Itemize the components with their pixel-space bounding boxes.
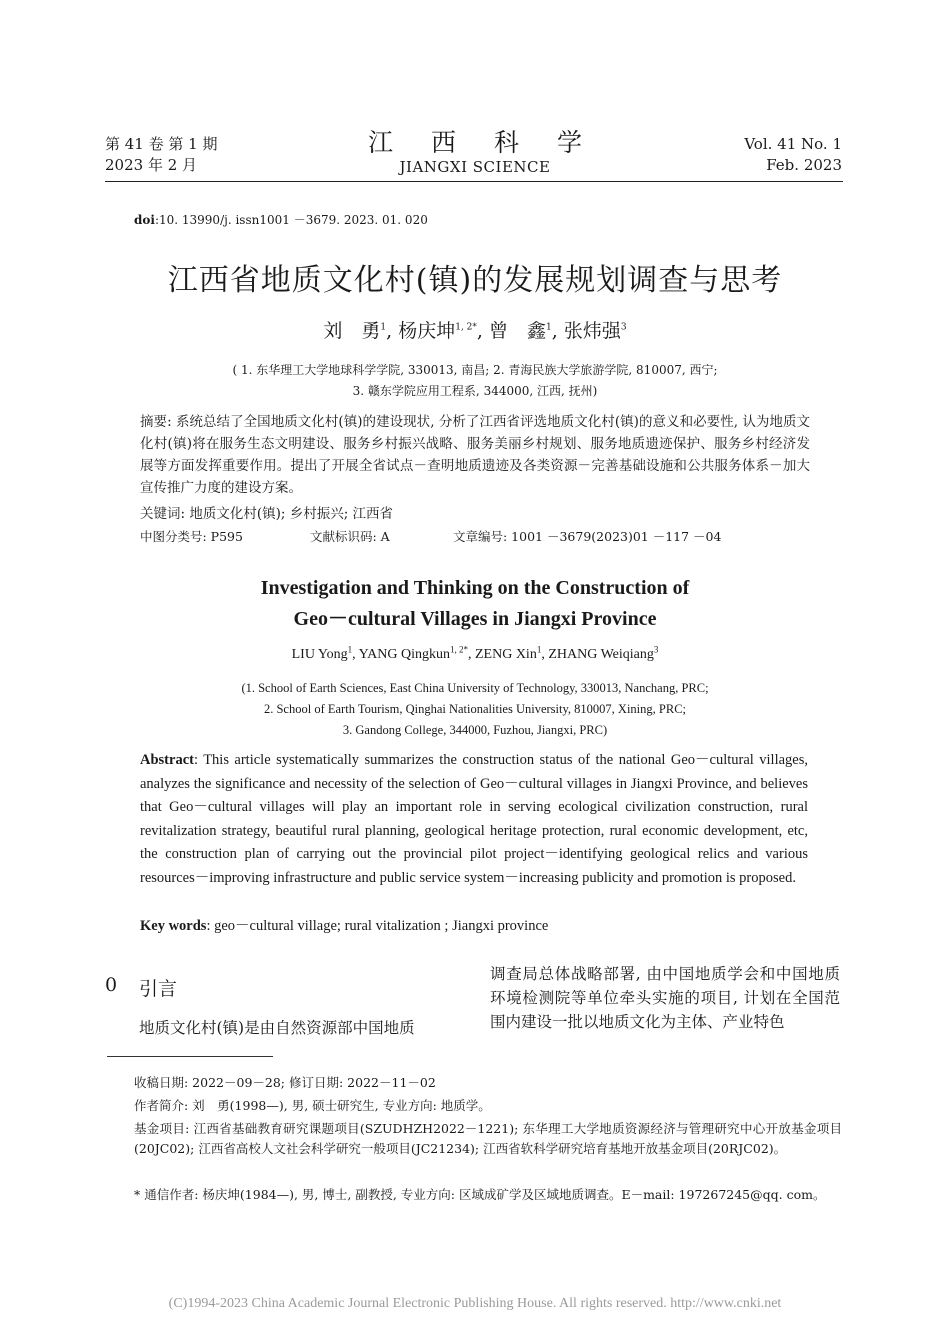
doi-value: :10. 13990/j. issn1001 －3679. 2023. 01. 020 [154,213,428,227]
section-title: 引言 [139,978,178,1000]
author-name: ZHANG Weiqiang [548,647,654,662]
author-list-cn: 刘 勇$^1$, 杨庆坤$^{1, 2*}$, 曾 鑫$^1$, 张炜强$^3$ [323,320,627,342]
footnote-corresponding-author: * 通信作者: 杨庆坤(1984—), 男, 博士, 副教授, 专业方向: 区域成矿学及区域地质调查。E－mail: 197267245@qq. com。 [134,1187,826,1202]
affiliation-line: 3. Gandong College, 344000, Fuzhou, Jiangxi, PRC) [342,723,608,737]
footnote-funding: 基金项目: 江西省基础教育研究课题项目(SZUDHZH2022－1221); 东华理工大学地质资源经济与管理研究中心开放基金项目(20JC02); 江西省高校人文社会科学研究一般项目(JC21234); 江西省软科学研究培育基地开放基金项目(20RJC02)。 [134,1121,842,1156]
volume-issue-cn: 第 41 卷 第 1 期 [105,135,218,153]
author-affiliation-mark: 1 [546,322,552,333]
journal-name-cn: 江西科学 [367,128,620,157]
paper-title-cn: 江西省地质文化村(镇)的发展规划调查与思考 [167,263,783,298]
date-cn: 2023 年 2 月 [105,156,198,174]
footnote-divider [107,1056,273,1057]
date-en: Feb. 2023 [766,156,842,174]
author-name: 曾 鑫 [489,320,547,342]
affiliations-en [0,678,950,741]
author-name: 刘 勇 [323,320,381,342]
abstract-label: Abstract [140,752,194,768]
paper-title-en [0,573,950,635]
title-line: Geo－cultural Villages in Jiangxi Province [293,608,657,630]
author-affiliation-mark: 3 [653,644,659,655]
body-text-right-column: 调查局总体战略部署, 由中国地质学会和中国地质环境检测院等单位牵头实施的项目, 计划在全国范围内建设一批以地质文化为主体、产业特色 [490,965,840,1031]
author-name: LIU Yong [291,647,348,662]
affiliations-cn [0,360,950,402]
doi-line [134,211,428,228]
author-affiliation-mark: 1 [347,644,353,655]
author-name: YANG Qingkun [358,647,450,662]
keywords-en [140,914,810,935]
keywords-cn: 关键词: 地质文化村(镇); 乡村振兴; 江西省 [140,506,394,522]
clc-number: 中图分类号: P595 [140,529,243,544]
volume-issue-en: Vol. 41 No. 1 [744,135,842,153]
author-affiliation-mark: 1, 2* [450,644,468,655]
document-code: 文献标识码: A [310,529,390,544]
author-affiliation-mark: 1 [380,322,387,333]
affiliation-line: 2. School of Earth Tourism, Qinghai Nationalities University, 810007, Xining, PRC; [263,702,686,716]
article-number: 文章编号: 1001 －3679(2023)01 －117 －04 [453,529,722,544]
author-name: ZENG Xin [475,647,537,662]
abstract-cn: 摘要: 系统总结了全国地质文化村(镇)的建设现状, 分析了江西省评选地质文化村(镇)的意义和必要性, 认为地质文化村(镇)将在服务生态文明建设、服务乡村振兴战略、服务美丽乡村规划、服务地质遗迹保护、服务乡村经济发展等方面发挥重要作用。提出了开展全省试点－查明地质遗迹及各类资源－完善基础设施和公共服务体系－加大宣传推广力度的建设方案。 [140,414,810,496]
abstract-text: : This article systematically summarizes the construction status of the national Geo－cultural villages, analyzes the significance and necessity of the selection of Geo－cultural villages in Jiangxi Province, and believes that Geo－cultural villages will play an important role in serving ecological civilization construction, rural revitalization strategy, beautiful rural planning, geological heritage protection, rural economic development, etc, the construction plan of carrying out the provincial pilot project－identifying geological relics and various resources－improving infrastructure and public service system－increasing publicity and promotion is proposed. [140,752,808,886]
author-name: 杨庆坤 [398,320,456,342]
copyright-notice: (C)1994-2023 China Academic Journal Electronic Publishing House. All rights reserved. http://www.cnki.net [168,1296,782,1311]
title-line: Investigation and Thinking on the Construction of [260,577,690,599]
affiliation-line: 3. 赣东学院应用工程系, 344000, 江西, 抚州) [352,384,598,398]
author-list-en: LIU Yong$^1$, YANG Qingkun$^{1, 2*}$, ZENG Xin$^1$, ZHANG Weiqiang$^3$ [291,644,659,662]
section-number: 0 [105,974,118,996]
keywords-label: Key words [140,918,207,934]
footnote-author-bio: 作者简介: 刘 勇(1998—), 男, 硕士研究生, 专业方向: 地质学。 [134,1098,491,1113]
journal-name-en: JIANGXI SCIENCE [399,158,551,176]
author-name: 张炜强 [563,320,621,342]
header-divider [105,181,843,182]
footnote-received-date: 收稿日期: 2022－09－28; 修订日期: 2022－11－02 [134,1075,436,1090]
body-text-left-column: 地质文化村(镇)是由自然资源部中国地质 [139,1019,415,1037]
affiliation-line: ( 1. 东华理工大学地球科学学院, 330013, 南昌; 2. 青海民族大学旅游学院, 810007, 西宁; [232,363,718,377]
author-affiliation-mark: 1 [536,644,542,655]
keywords-text: : geo－cultural village; rural vitalization ; Jiangxi province [206,918,549,934]
doi-label: doi [134,213,155,227]
abstract-en [140,749,808,890]
affiliation-line: (1. School of Earth Sciences, East China University of Technology, 330013, Nanchang, PRC; [241,681,709,695]
header-volume-info-en [744,134,842,176]
author-affiliation-mark: 1, 2* [455,322,477,333]
author-affiliation-mark: 3 [620,322,627,333]
